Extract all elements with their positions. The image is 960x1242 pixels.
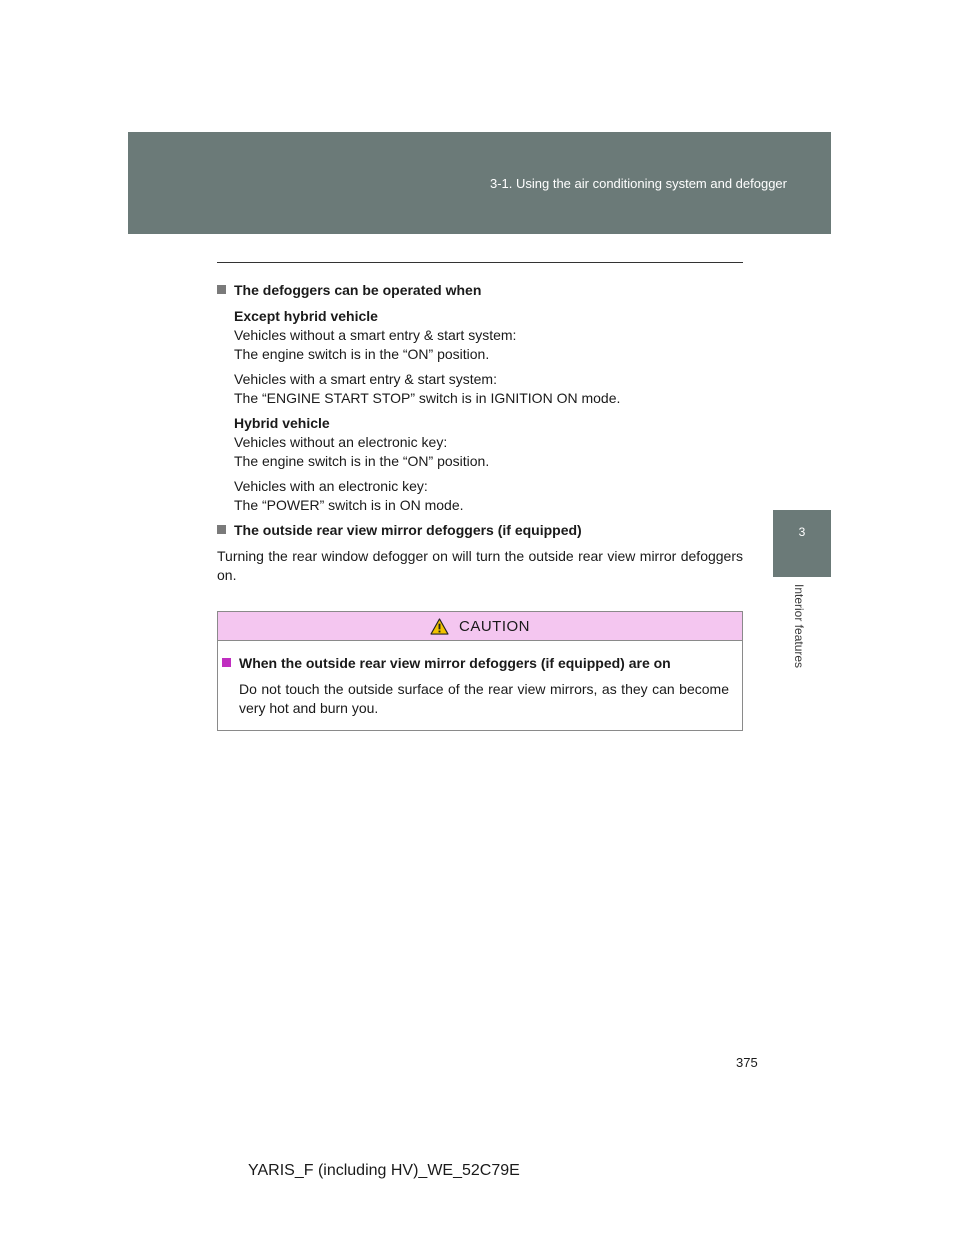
caution-item-heading (222, 654, 729, 673)
defoggers-heading-text: The defoggers can be operated when (234, 282, 482, 298)
caution-header (218, 612, 742, 641)
mirror-body: Turning the rear window defogger on will turn the outside rear view mirror defoggers on. (217, 548, 743, 583)
hybrid-line2: The engine switch is in the “ON” position. (234, 453, 490, 469)
caution-body (218, 641, 742, 718)
hybrid-line1: Vehicles without an electronic key: (234, 434, 448, 450)
defoggers-body (234, 307, 743, 515)
square-bullet-icon (222, 658, 231, 667)
caution-title: CAUTION (459, 617, 530, 635)
mirror-heading (217, 521, 743, 540)
caution-heading-text: When the outside rear view mirror defoggers (if equipped) are on (239, 655, 671, 671)
hybrid-label: Hybrid vehicle (234, 415, 330, 431)
chapter-tab-number: 3 (773, 510, 831, 577)
smart-entry-line2: The “ENGINE START STOP” switch is in IGNITION ON mode. (234, 390, 621, 406)
except-hybrid-line1: Vehicles without a smart entry & start system: (234, 327, 517, 343)
warning-triangle-icon (430, 618, 449, 635)
square-bullet-icon (217, 525, 226, 534)
electronic-key-line1: Vehicles with an electronic key: (234, 478, 428, 494)
smart-entry-line1: Vehicles with a smart entry & start system: (234, 371, 497, 387)
smart-entry-block (234, 370, 743, 408)
square-bullet-icon (217, 285, 226, 294)
electronic-key-line2: The “POWER” switch is in ON mode. (234, 497, 464, 513)
except-hybrid-block (234, 307, 743, 364)
hybrid-block (234, 414, 743, 471)
mirror-heading-text: The outside rear view mirror defoggers (if equipped) (234, 522, 582, 538)
defoggers-heading (217, 281, 743, 300)
caution-box (217, 611, 743, 731)
document-code: YARIS_F (including HV)_WE_52C79E (248, 1162, 520, 1179)
chapter-tab-label: Interior features (792, 584, 806, 669)
electronic-key-block (234, 477, 743, 515)
chapter-header-band (128, 132, 831, 234)
section-title: 3-1. Using the air conditioning system and defogger (489, 176, 787, 191)
main-content (217, 281, 743, 591)
except-hybrid-label: Except hybrid vehicle (234, 308, 378, 324)
page-number: 375 (736, 1055, 758, 1070)
except-hybrid-line2: The engine switch is in the “ON” position. (234, 346, 490, 362)
top-divider (217, 262, 743, 263)
caution-text: Do not touch the outside surface of the rear view mirrors, as they can become very hot and burn you. (239, 681, 729, 716)
